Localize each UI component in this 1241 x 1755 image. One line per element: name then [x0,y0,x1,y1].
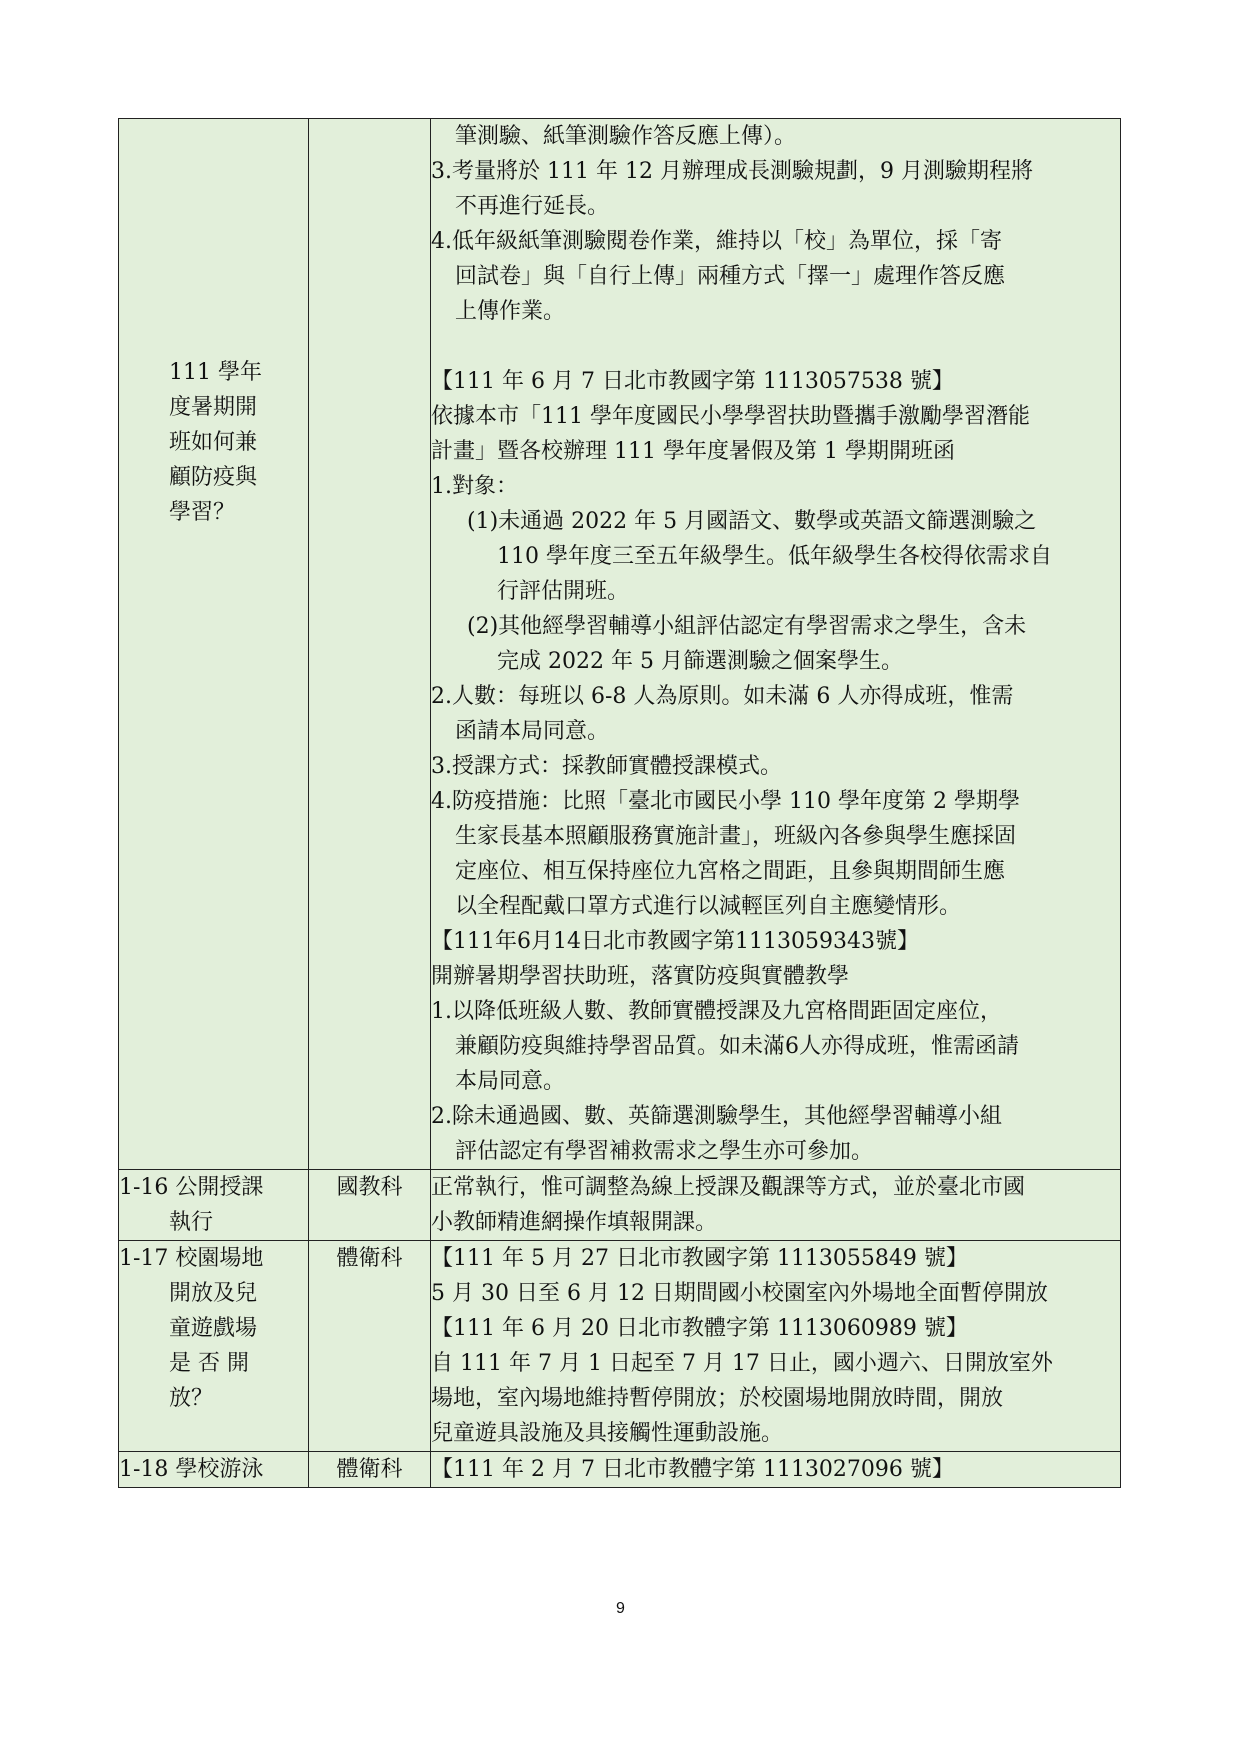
content-line: 3.考量將於 111 年 12 月辦理成長測驗規劃，9 月測驗期程將 [431,159,1033,184]
topic-line: 顧防疫與 [169,465,258,490]
topic-line: 1-17 校園場地 [119,1246,264,1271]
content-line: 2.人數：每班以 6-8 人為原則。如未滿 6 人亦得成班，惟需 [431,684,1014,709]
content-line: 小教師精進網操作填報開課。 [431,1210,718,1235]
content-line: 自 111 年 7 月 1 日起至 7 月 17 日止，國小週六、日開放室外 [431,1351,1053,1376]
content-line: 計畫」暨各校辦理 111 學年度暑假及第 1 學期開班函 [431,439,955,464]
content-line: 1.對象： [431,474,518,499]
content-line: 4.低年級紙筆測驗閱卷作業，維持以「校」為單位，採「寄 [431,229,1002,254]
content-line: 行評估開班。 [497,579,630,604]
content-line: 【111 年 6 月 20 日北市教體字第 1113060989 號】 [431,1316,968,1341]
topic-line: 度暑期開 [169,395,258,420]
content-line: 110 學年度三至五年級學生。低年級學生各校得依需求自 [497,544,1052,569]
topic-line: 放？ [169,1386,214,1411]
content-line: 4.防疫措施：比照「臺北市國民小學 110 學年度第 2 學期學 [431,789,1020,814]
table-row [119,119,1121,1170]
content-line: 上傳作業。 [455,299,566,324]
topic-line: 學習？ [169,500,236,525]
content-line: 依據本市「111 學年度國民小學學習扶助暨攜手激勵學習潛能 [431,404,1030,429]
topic-line: 是 否 開 [169,1351,249,1376]
topic-cell [119,119,309,1170]
topic-line: 1-18 學校游泳 [119,1457,264,1482]
content-line: 本局同意。 [455,1069,566,1094]
document-table [118,118,1121,1488]
content-cell [431,119,1121,1170]
content-line: 【111年6月14日北市教國字第1113059343號】 [431,929,919,954]
table-row [119,1452,1121,1488]
content-line: 完成 2022 年 5 月篩選測驗之個案學生。 [497,649,903,674]
content-line: 兒童遊具設施及具接觸性運動設施。 [431,1421,784,1446]
content-line: 評估認定有學習補救需求之學生亦可參加。 [455,1139,874,1164]
department-label: 國教科 [336,1175,403,1200]
table-row [119,1170,1121,1241]
content-line: 2.除未通過國、數、英篩選測驗學生，其他經學習輔導小組 [431,1104,1002,1129]
topic-line: 1-16 公開授課 [119,1175,264,1200]
content-line: 兼顧防疫與維持學習品質。如未滿6人亦得成班，惟需函請 [455,1034,1019,1059]
department-label: 體衛科 [336,1457,403,1482]
table-row [119,1241,1121,1452]
content-line: 開辦暑期學習扶助班，落實防疫與實體教學 [431,964,850,989]
topic-line: 執行 [169,1210,214,1235]
topic-cell [119,1452,309,1488]
content-line: 正常執行，惟可調整為線上授課及觀課等方式，並於臺北市國 [431,1175,1026,1200]
topic-line: 童遊戲場 [169,1316,258,1341]
content-line: 回試卷」與「自行上傳」兩種方式「擇一」處理作答反應 [455,264,1006,289]
topic-line: 開放及兒 [169,1281,258,1306]
content-line: 場地，室內場地維持暫停開放；於校園場地開放時間，開放 [431,1386,1004,1411]
content-line: 【111 年 5 月 27 日北市教國字第 1113055849 號】 [431,1246,968,1271]
department-label: 體衛科 [336,1246,403,1271]
content-cell [431,1170,1121,1241]
content-line: 【111 年 2 月 7 日北市教體字第 1113027096 號】 [431,1457,954,1482]
department-cell [309,1241,431,1452]
topic-line: 班如何兼 [169,430,258,455]
department-cell [309,1170,431,1241]
content-line: (1)未通過 2022 年 5 月國語文、數學或英語文篩選測驗之 [467,509,1037,534]
content-line: 3.授課方式：採教師實體授課模式。 [431,754,782,779]
content-line: 不再進行延長。 [455,194,610,219]
content-cell [431,1241,1121,1452]
content-line: 5 月 30 日至 6 月 12 日期間國小校園室內外場地全面暫停開放 [431,1281,1048,1306]
topic-cell [119,1241,309,1452]
content-line: (2)其他經學習輔導小組評估認定有學習需求之學生，含未 [467,614,1027,639]
content-line: 以全程配戴口罩方式進行以減輕匡列自主應變情形。 [455,894,962,919]
content-line: 函請本局同意。 [455,719,610,744]
content-line: 定座位、相互保持座位九宮格之間距，且參與期間師生應 [455,859,1006,884]
topic-line: 111 學年 [169,360,262,385]
department-cell [309,1452,431,1488]
content-cell [431,1452,1121,1488]
content-line: 筆測驗、紙筆測驗作答反應上傳）。 [455,124,797,149]
page-number: 9 [616,1600,625,1617]
content-line: 1.以降低班級人數、教師實體授課及九宮格間距固定座位， [431,999,1002,1024]
content-line: 【111 年 6 月 7 日北市教國字第 1113057538 號】 [431,369,954,394]
topic-cell [119,1170,309,1241]
department-cell [309,119,431,1170]
content-line: 生家長基本照顧服務實施計畫」，班級內各參與學生應採固 [455,824,1017,849]
